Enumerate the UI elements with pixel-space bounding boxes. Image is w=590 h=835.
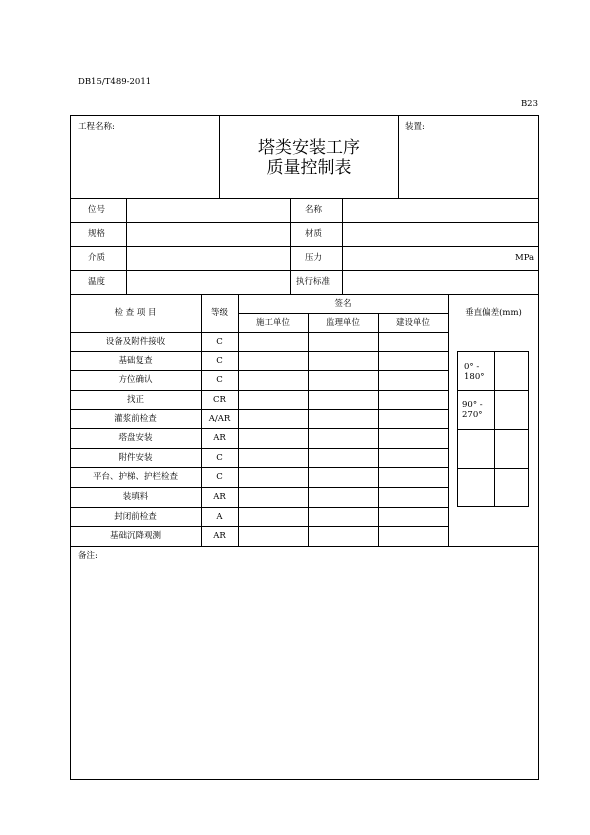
- pressure-label: 压力: [305, 253, 323, 263]
- deviation-range: 0° -: [464, 362, 480, 372]
- check-grade: A: [216, 512, 223, 522]
- temperature-label: 温度: [88, 277, 106, 287]
- divider: [398, 115, 399, 198]
- check-item: 基础复查: [118, 356, 153, 366]
- divider: [238, 313, 448, 314]
- check-item: 塔盘安装: [118, 433, 153, 443]
- divider: [126, 198, 127, 294]
- standard-number: DB15/T489-2011: [78, 77, 152, 87]
- divider: [70, 246, 539, 247]
- check-item: 设备及附件接收: [105, 337, 166, 347]
- check-grade: C: [216, 472, 223, 482]
- grade-header: 等级: [210, 308, 228, 318]
- deviation-range: 180°: [464, 372, 485, 382]
- divider: [457, 468, 529, 469]
- divider: [378, 313, 379, 546]
- sign-col-supervision: 监理单位: [325, 318, 360, 328]
- check-grade: C: [216, 337, 223, 347]
- sign-header: 签名: [334, 299, 352, 309]
- deviation-range: 90° -: [462, 400, 483, 410]
- check-item: 找正: [126, 395, 144, 405]
- divider: [70, 487, 448, 488]
- divider: [70, 332, 448, 333]
- name-label: 名称: [305, 205, 323, 215]
- divider: [70, 390, 448, 391]
- check-grade: A/AR: [208, 414, 231, 424]
- material-label: 材质: [305, 229, 323, 239]
- divider: [70, 370, 448, 371]
- check-item: 封闭前检查: [114, 512, 157, 522]
- divider: [70, 428, 448, 429]
- divider: [70, 546, 539, 547]
- divider: [70, 526, 448, 527]
- check-item: 灌浆前检查: [114, 414, 157, 424]
- check-item: 方位确认: [118, 375, 153, 385]
- divider: [457, 390, 529, 391]
- check-grade: CR: [213, 395, 226, 405]
- standard-exec-label: 执行标准: [296, 277, 331, 287]
- check-grade: C: [216, 356, 223, 366]
- divider: [342, 198, 343, 294]
- check-grade: AR: [213, 433, 226, 443]
- divider: [457, 429, 529, 430]
- remarks-label: 备注:: [78, 551, 98, 561]
- check-item: 装填料: [122, 492, 149, 502]
- check-item: 基础沉降观测: [109, 531, 161, 541]
- form-title-line-1: 塔类安装工序: [258, 138, 360, 158]
- spec-label: 规格: [88, 229, 106, 239]
- divider: [70, 409, 448, 410]
- check-grade: AR: [213, 531, 226, 541]
- form-code: B23: [520, 99, 538, 109]
- divider: [70, 448, 448, 449]
- divider: [70, 467, 448, 468]
- pressure-unit: MPa: [515, 253, 535, 263]
- form-title: [220, 138, 398, 178]
- item-header: 检 查 项 目: [114, 308, 157, 318]
- divider: [70, 198, 539, 199]
- divider: [308, 313, 309, 546]
- divider: [70, 270, 539, 271]
- divider: [448, 294, 449, 546]
- sign-col-owner: 建设单位: [395, 318, 430, 328]
- position-no-label: 位号: [88, 205, 106, 215]
- sign-col-construction: 施工单位: [255, 318, 290, 328]
- divider: [70, 294, 539, 295]
- project-name-label: 工程名称:: [78, 122, 115, 132]
- divider: [70, 222, 539, 223]
- medium-label: 介质: [88, 253, 106, 263]
- deviation-range: 270°: [462, 410, 483, 420]
- deviation-header: 垂直偏差(mm): [465, 308, 522, 318]
- divider: [290, 198, 291, 294]
- divider: [70, 507, 448, 508]
- check-item: 附件安装: [118, 453, 153, 463]
- check-grade: C: [216, 375, 223, 385]
- check-grade: C: [216, 453, 223, 463]
- form-title-line-2: 质量控制表: [266, 158, 352, 178]
- check-grade: AR: [213, 492, 226, 502]
- device-label: 装置:: [405, 122, 425, 132]
- check-item: 平台、护梯、护栏检查: [92, 472, 178, 482]
- divider: [70, 351, 448, 352]
